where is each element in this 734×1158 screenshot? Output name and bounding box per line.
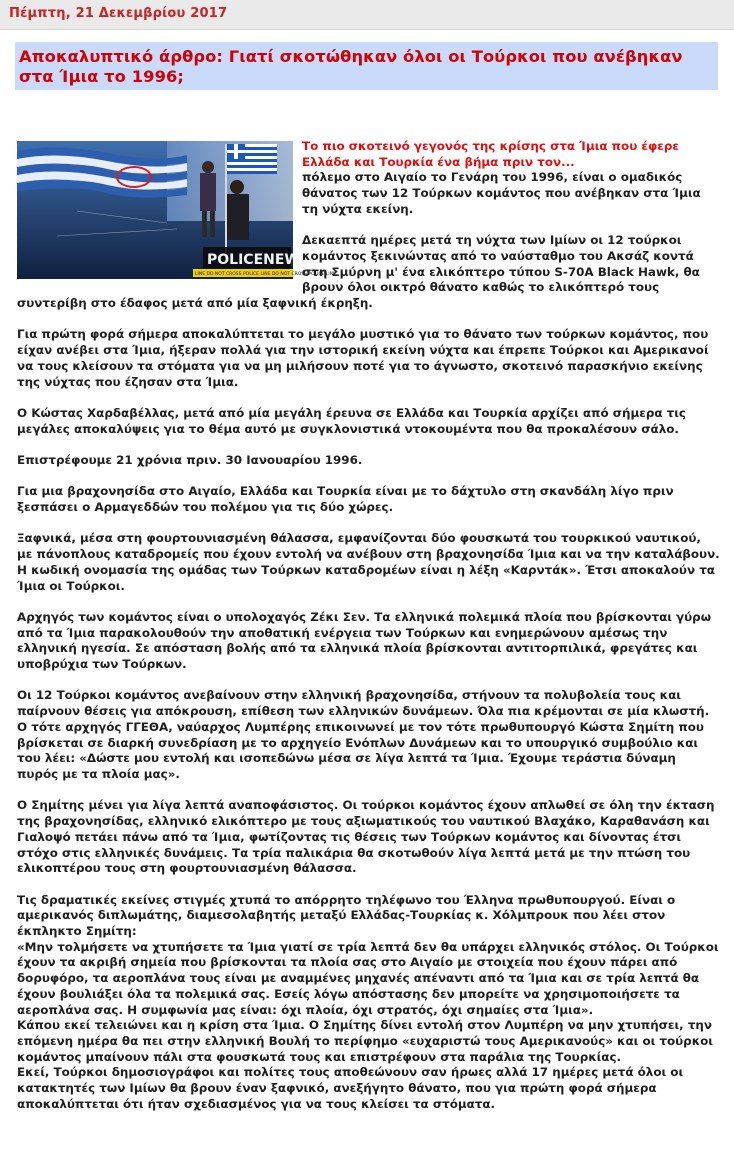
article-title-box — [15, 42, 718, 90]
paragraph-9-a: Οι 12 Τούρκοι κομάντος ανεβαίνουν στην ελληνική βραχονησίδα, στήνουν τα πολυβολεία τους και παίρνουν θέσεις για απόκρουση, επίθεση των ελληνικών δυνάμεων. Όλα πια κρέμονται σε μία κλωστή. — [17, 688, 710, 719]
paragraph-11-a: Τις δραματικές εκείνες στιγμές χτυπά το απόρρητο τηλέφωνο του Έλληνα πρωθυπουργού. Είναι ο αμερικανός διπλωμάτης, διαμεσολαβητής μεταξύ Ελλάδας-Τουρκίας κ. Χόλμπρουκ που λέει στον έκπληκτο Σημίτη: — [17, 892, 676, 938]
paragraph-7-b: Η κωδική ονομασία της ομάδας των Τούρκων καταδρομέων είναι η λέξη «Καρντάκ». Έτσι αποκαλούν τα Ίμια οι Τούρκοι. — [17, 562, 715, 593]
paragraph-11-b: «Μην τολμήσετε να χτυπήσετε τα Ίμια γιατί σε τρία λεπτά δεν θα υπάρχει ελληνικός στόλος. Οι Τούρκοι έχουν τα ακριβή σημεία που βρίσκονται τα πλοία σας στο Αιγαίο με στοιχεία που έχουν πάρει από δορυφόρο, τα αεροπλάνα τους είναι με αναμμένες μηχανές απέναντι από τα Ίμια και σε τρία λεπτά θα έχουν βουλιάξει όλα τα πολεμικά σας. Εσείς λόγω απόστασης δεν μπορείτε να χρησιμοποιήσετε τα αεροπλάνα σας. Η συμφωνία μας είναι: όχι πλοία, όχι στρατός, όχι σημαίες στα Ίμια». — [17, 939, 719, 1017]
paragraph-1: πόλεμο στο Αιγαίο το Γενάρη του 1996, είναι ο ομαδικός θάνατος των 12 Τούρκων κομάντος που ανέβηκαν στα Ίμια τη νύχτα εκείνη. — [302, 170, 701, 216]
date-header — [0, 0, 734, 30]
paragraph-11-d: Εκεί, Τούρκοι δημοσιογράφοι και πολίτες τους αποθεώνουν σαν ήρωες αλλά 17 ημέρες μετά όλοι οι κατακτητές των Ιμίων θα βρουν έναν ξαφνικό, ανεξήγητο θάνατο, που για πρώτη φορά σήμερα αποκαλύπτεται ότι ήταν σχεδιασμένος για να τους κλείσει τα στόματα. — [17, 1065, 684, 1111]
article-body — [17, 139, 720, 1128]
article-title[interactable]: Αποκαλυπτικό άρθρο: Γιατί σκοτώθηκαν όλοι οι Τούρκοι που ανέβηκαν στα Ίμια το 1996; — [19, 47, 683, 86]
paragraph-2: Δεκαεπτά ημέρες μετά τη νύχτα των Ιμίων οι 12 τούρκοι κομάντος ξεκινώντας από το ναύσταθμο του Ακσάζ κοντά στη Σμύρνη μ' ένα ελικόπτερο τύπου S-70A Black Hawk, θα βρουν όλοι οικτρό θάνατο καθώς το ελικόπτερό τους συντερίβη στο έδαφος μετά από μία ξαφνική έκρηξη. — [17, 233, 700, 311]
tape-text: LINE DO NOT CROSS POLICE LINE DO NOT CROSS POLICE LINE — [195, 272, 336, 277]
paragraph-3: Για πρώτη φορά σήμερα αποκαλύπτεται το μεγάλο μυστικό για το θάνατο των τούρκων κομάντος, που είχαν ανέβει στα Ίμια, ήξεραν πολλά για την ιστορική εκείνη νύχτα και έπρεπε Τούρκοι και Αμερικανοί να τους κλείσουν τα στόματα για να μη μιλήσουν ποτέ για το άγνωστο, σκοτεινό παρασκήνιο εκείνης της νύχτας που έζησαν στα Ίμια. — [17, 327, 709, 389]
paragraph-11-c: Κάπου εκεί τελειώνει και η κρίση στα Ίμια. Ο Σημίτης δίνει εντολή στον Λυμπέρη να μην χτυπήσει, την επόμενη ημέρα θα πει στην ελληνική Βουλή το περίφημο «ευχαριστώ τους Αμερικανούς» και οι τούρκοι κομάντος μπαίνουν πάλι στα φουσκωτά τους και επιστρέφουν στα παράλια της Τουρκίας. — [17, 1018, 713, 1064]
post-date: Πέμπτη, 21 Δεκεμβρίου 2017 — [9, 6, 228, 21]
article-lead: Το πιο σκοτεινό γεγονός της κρίσης στα Ίμια που έφερε Ελλάδα και Τουρκία ένα βήμα πριν τον... — [302, 139, 680, 169]
paragraph-10: Ο Σημίτης μένει για λίγα λεπτά αναποφάσιστος. Οι τούρκοι κομάντος έχουν απλωθεί σε όλη την έκταση της βραχονησίδας, ελληνικό ελικόπτερο με τους αξιωματικούς του ναυτικού Βλαχάκο, Καραθανάση και Γιαλοψό πετάει πάνω από τα Ίμια, φωτίζοντας τις θέσεις των Τούρκων κομάντος και δίνοντας έτσι στόχο στις ελληνικές δυνάμεις. Τα τρία παλικάρια θα σκοτωθούν λίγα λεπτά μετά με την πτώση του ελικοπτέρου τους στη φουρτουνιασμένη θάλασσα. — [17, 798, 715, 876]
image-spacer — [17, 139, 302, 285]
paragraph-9 — [17, 688, 720, 782]
paragraph-9-b: Ο τότε αρχηγός ΓΓΕΘΑ, ναύαρχος Λυμπέρης επικοινωνεί με τον τότε πρωθυπουργό Κώστα Σημίτη που βρίσκεται σε διαρκή συνεδρίαση με το αρχηγείο Ενόπλων Δυνάμεων και το υπουργικό συμβούλιο και του λέει: «Δώστε μου εντολή και ισοπεδώνω μέσα σε λίγα λεπτά τα Ίμια. Έχουμε τεράστια δύναμη πυρός με τα πλοία μας». — [17, 719, 704, 781]
paragraph-4: Ο Κώστας Χαρδαβέλλας, μετά από μία μεγάλη έρευνα σε Ελλάδα και Τουρκία αρχίζει από σήμερα τις μεγάλες αποκαλύψεις για το θέμα αυτό με συγκλονιστικά ντοκουμέντα που θα προκαλέσουν σάλο. — [17, 405, 686, 436]
paragraph-8: Αρχηγός των κομάντος είναι ο υπολοχαγός Ζέκι Σεν. Τα ελληνικά πολεμικά πλοία που βρίσκονται γύρω από τα Ίμια παρακολουθούν την αποθατική ενέργεια των Τούρκων και ενημερώνουν αμέσως την ελληνική ηγεσία. Σε απόσταση βολής από τα ελληνικά πλοία βρίσκονται αντιτορπιλικά, φρεγάτες και υποβρύχια των Τούρκων. — [17, 609, 712, 672]
paragraph-7-a: Ξαφνικά, μέσα στη φουρτουνιασμένη θάλασσα, εμφανίζονται δύο φουσκωτά του τουρκικού ναυτικού, με πάνοπλους καταδρομείς που έχουν εντολή να ανέβουν στη βραχονησίδα Ίμια και να την καταλάβουν. — [17, 531, 720, 562]
logo-text: POLICENEWS — [207, 252, 310, 268]
paragraph-6: Για μια βραχονησίδα στο Αιγαίο, Ελλάδα και Τουρκία είναι με το δάχτυλο στη σκανδάλη λίγο πριν ξεσπάσει ο Αρμαγεδδών του πολέμου για τις δύο χώρες. — [17, 484, 674, 515]
paragraph-7 — [17, 531, 720, 594]
paragraph-5: Επιστρέφουμε 21 χρόνια πριν. 30 Ιανουαρίου 1996. — [17, 453, 363, 467]
paragraph-11 — [17, 893, 720, 1113]
